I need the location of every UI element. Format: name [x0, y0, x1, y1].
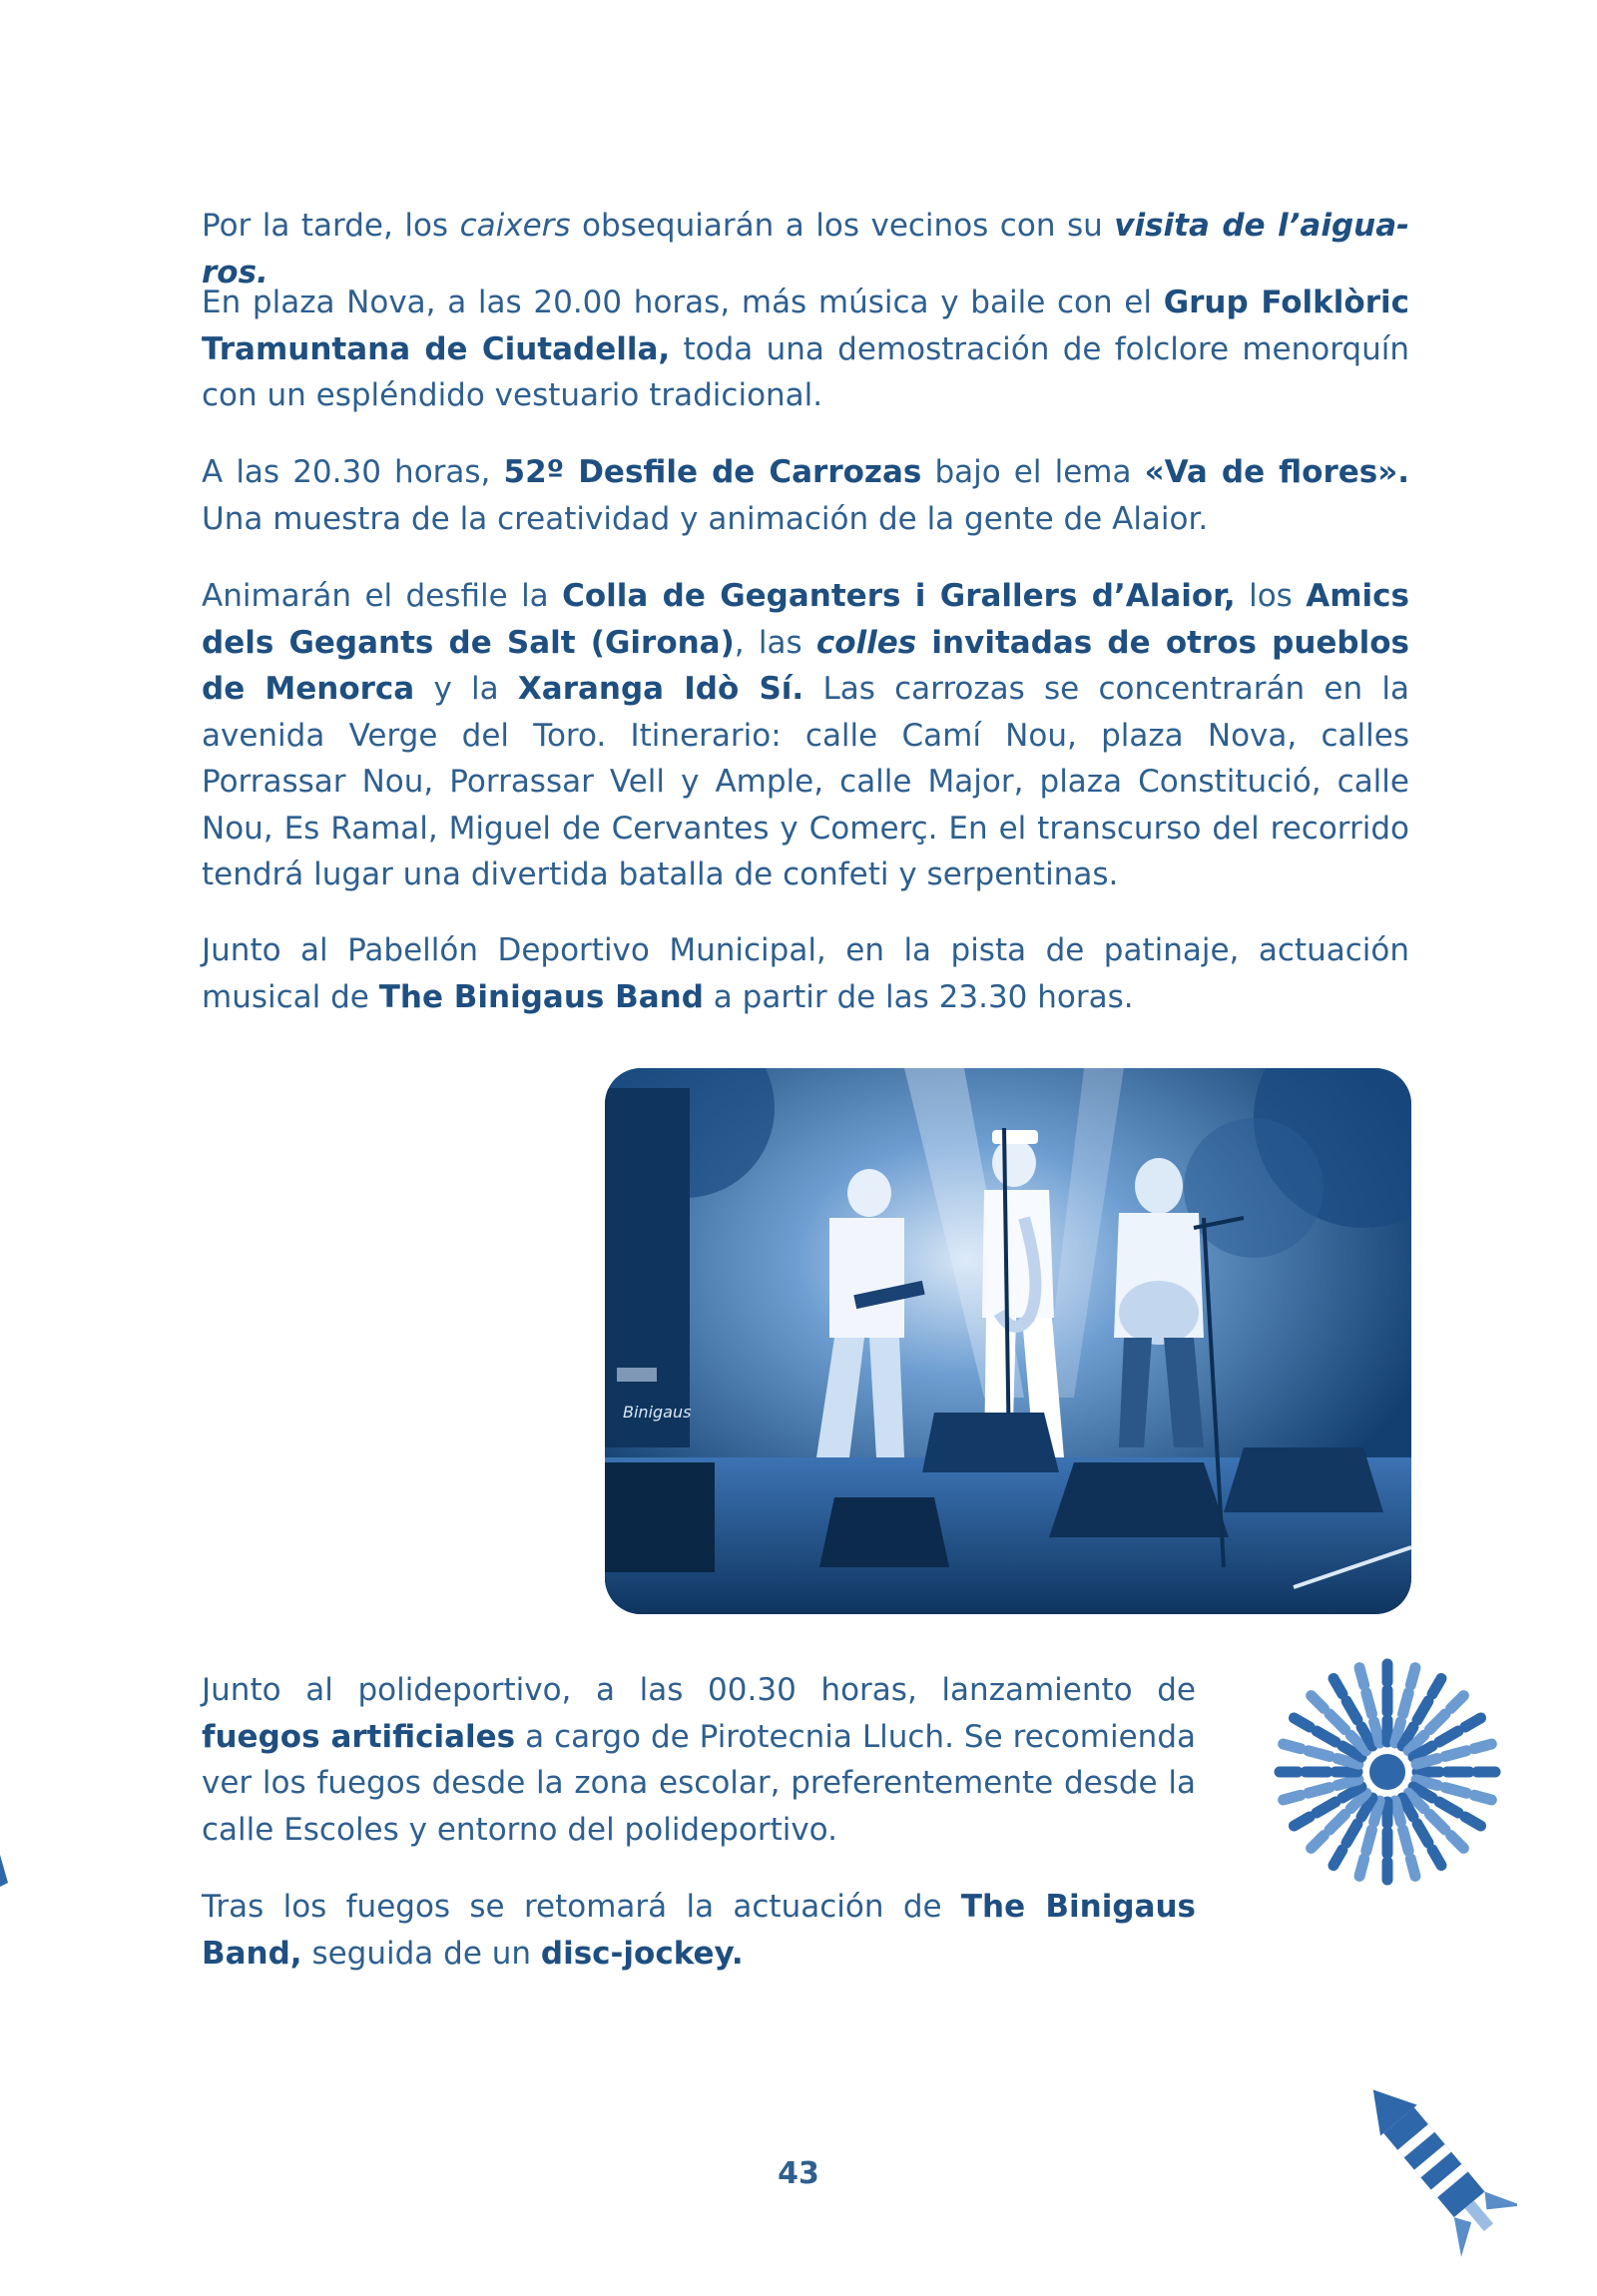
- emphasis-text: disc-jockey.: [540, 1935, 744, 1972]
- text-run: Junto al Pabellón Deportivo Municipal, en la pista de patinaje, actuación musical de: [202, 932, 1409, 1015]
- paragraph-fuegos-artificiales: [202, 1667, 1196, 1853]
- emphasis-text: The Binigaus Band: [378, 978, 704, 1015]
- text-run: Las carrozas se concentrarán en la avenida Verge del Toro. Itinerario: calle Camí Nou, plaza Nova, calles Porrassar Nou, Porrassar Vell y Ample, calle Major, plaza Constitució, calle Nou, Es Ramal, Miguel de Cervantes y Comerç. En el transcurso del recorrido tendrá lugar una divertida batalla de confeti y serpentinas.: [202, 671, 1409, 892]
- emphasis-text: visita de l’aigua-ros.: [202, 208, 1409, 290]
- emphasis-text: colles: [815, 624, 917, 661]
- text-run: Junto al polideportivo, a las 00.30 horas, lanzamiento de: [202, 1672, 1196, 1708]
- text-run: Una muestra de la creatividad y animación de la gente de Alaior.: [202, 500, 1209, 537]
- text-run: y la: [414, 671, 518, 707]
- speaker-logo-text: Binigaus: [623, 1403, 692, 1422]
- text-run: Tras los fuegos se retomará la actuación de: [202, 1889, 961, 1925]
- emphasis-text: Grup Folklòric Tramuntana de Ciutadella,: [202, 285, 1410, 367]
- paragraph-binigaus-band: [202, 927, 1409, 1020]
- page-number: 43: [778, 2156, 819, 2191]
- text-run: bajo el lema: [921, 454, 1145, 490]
- burst-center: [1369, 1754, 1405, 1790]
- text-run: a partir de las 23.30 horas.: [703, 978, 1134, 1015]
- emphasis-text: caixers: [459, 208, 571, 244]
- text-run: , las: [734, 624, 816, 661]
- emphasis-text: The Binigaus Band,: [202, 1889, 1196, 1972]
- text-run: A las 20.30 horas,: [202, 454, 504, 490]
- firework-burst-icon: [1268, 1652, 1507, 1892]
- text-run: En plaza Nova, a las 20.00 horas, más música y baile con el: [202, 285, 1164, 320]
- emphasis-text: fuegos artificiales: [202, 1718, 516, 1755]
- emphasis-text: Amics dels Gegants de Salt (Girona): [202, 578, 1409, 661]
- emphasis-text: invitadas de otros pueblos de Menorca: [202, 624, 1409, 707]
- text-run: seguida de un: [301, 1935, 541, 1972]
- text-run: Por la tarde, los: [202, 208, 460, 244]
- paragraph-disc-jockey: [202, 1884, 1196, 1977]
- text-run: a cargo de Pirotecnia Lluch. Se recomienda ver los fuegos desde la zona escolar, preferentemente desde la calle Escoles y entorno del polideportivo.: [202, 1718, 1196, 1848]
- emphasis-text: 52º Desfile de Carrozas: [503, 454, 922, 490]
- paragraph-grup-folkloric: [202, 280, 1409, 419]
- text-run: los: [1235, 578, 1307, 614]
- paragraph-desfile-carrozas: [202, 449, 1409, 542]
- emphasis-text: Colla de Geganters i Grallers d’Alaior,: [562, 578, 1236, 614]
- text-run: Animarán el desfile la: [202, 578, 563, 614]
- paragraph-itinerario: [202, 573, 1409, 898]
- emphasis-text: «Va de flores».: [1144, 454, 1410, 490]
- page-edge-decoration-icon: [0, 1855, 10, 1887]
- text-run: toda una demostración de folclore menorquín con un espléndido vestuario tradicional.: [202, 330, 1409, 413]
- text-run: obsequiarán a los vecinos con su: [570, 208, 1115, 244]
- band-concert-photo: [605, 1068, 1411, 1614]
- emphasis-text: Xaranga Idò Sí.: [517, 671, 804, 707]
